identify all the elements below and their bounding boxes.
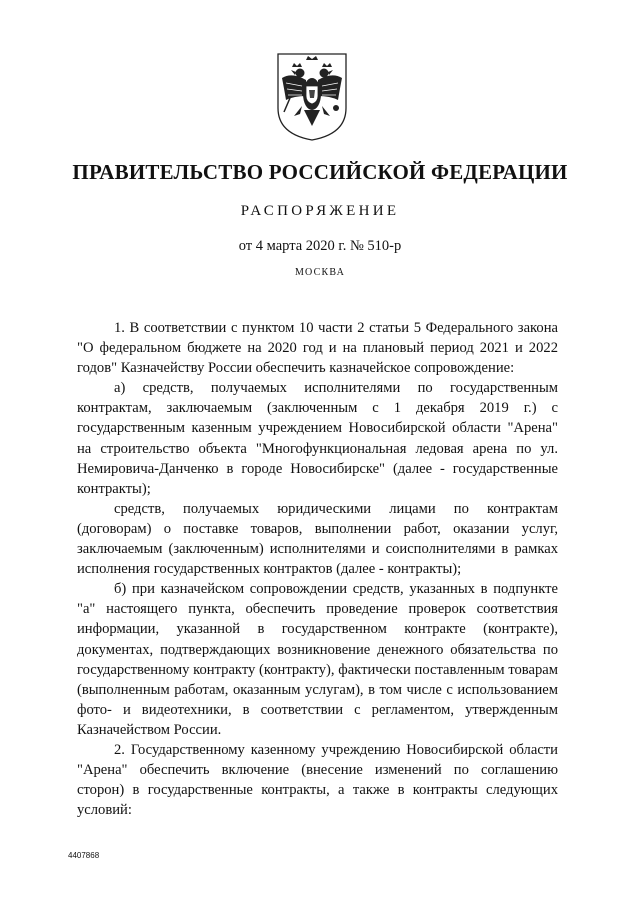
coat-of-arms-icon (272, 50, 352, 142)
paragraph-2: 2. Государственному казенному учреждению Новосибирской области "Арена" обеспечить включение (внесение изменений по соглашению сторон) в государственные контракты, а также в контракты следующих условий: (77, 741, 558, 819)
document-city: МОСКВА (294, 267, 346, 278)
document-code: 4407868 (68, 851, 100, 860)
paragraph-1a-contracts: средств, получаемых юридическими лицами по контрактам (договорам) о поставке товаров, выполнении работ, оказании услуг, заключаемым (заключенным) исполнителями и соисполнителями в рамках исполнения государственных контрактов (далее - контракты); (77, 500, 558, 578)
paragraph-1: 1. В соответствии с пунктом 10 части 2 статьи 5 Федерального закона "О федеральном бюджете на 2020 год и на плановый период 2021 и 2022 годов" Казначейству России обеспечить казначейское сопровождение: (77, 320, 558, 377)
document-date-number: от 4 марта 2020 г. № 510-р (238, 238, 402, 254)
document-body (77, 318, 558, 820)
paragraph-1b: б) при казначейском сопровождении средств, указанных в подпункте "а" настоящего пункта, обеспечить проведение проверок соответствия информации, указанной в государственном контракте (контракте), документах, подтверждающих возникновение денежного обязательства по государственному контракту (контракту), фактически поставленным товарам (выполненным работам, оказанным услугам), в том числе с использованием фото- и видеотехники, в соответствии с регламентом, утвержденным Казначейством России. (77, 581, 558, 738)
document-type: РАСПОРЯЖЕНИЕ (240, 203, 400, 219)
government-title: ПРАВИТЕЛЬСТВО РОССИЙСКОЙ ФЕДЕРАЦИИ (72, 160, 568, 184)
paragraph-1a: а) средств, получаемых исполнителями по государственным контрактам, заключаемым (заключенным с 1 декабря 2019 г.) с государственным казенным учреждением Новосибирской области "Арена" на строительство объекта "Многофункциональная ледовая арена по ул. Немировича-Данченко в городе Новосибирске" (далее - государственные контракты); (77, 380, 558, 497)
